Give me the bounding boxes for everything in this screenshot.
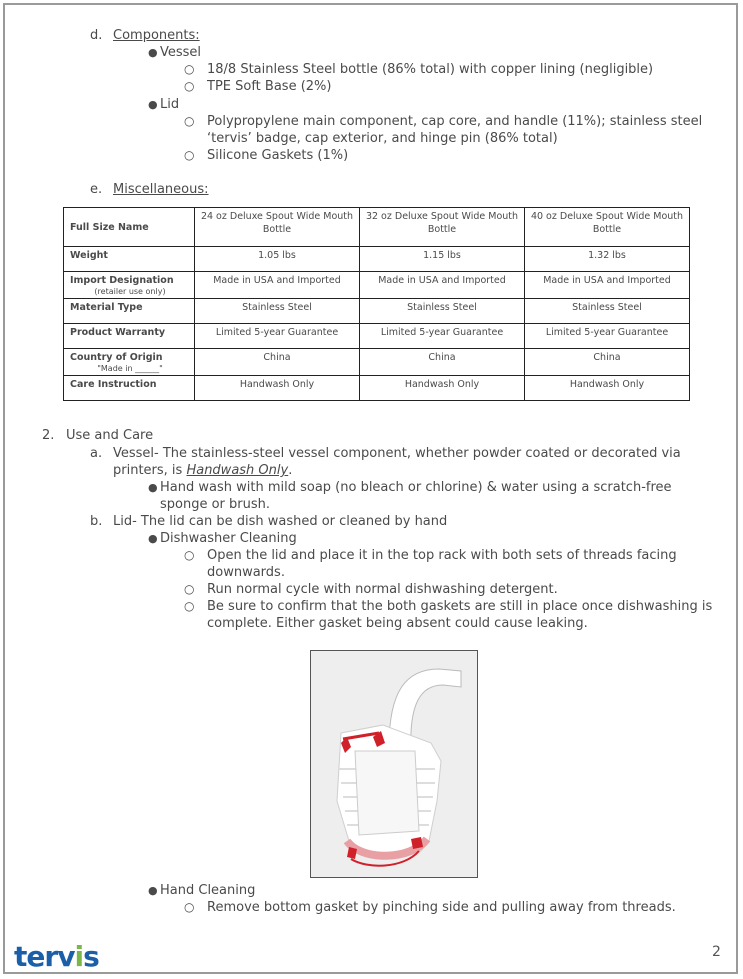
vessel-care-prefix: printers, is (113, 463, 187, 478)
bullet-icon: ● (148, 46, 158, 59)
table-header-row (64, 208, 690, 247)
table-row (64, 376, 690, 401)
table-cell: 1.32 lbs (525, 247, 690, 272)
dishwasher-item-1-line-2: downwards. (207, 565, 285, 580)
table-cell: 1.05 lbs (195, 247, 360, 272)
vessel-care-line-1: Vessel- The stainless-steel vessel component, whether powder coated or decorated via (113, 446, 681, 461)
table-header-label: Full Size Name (64, 208, 195, 247)
lid-label: Lid (160, 97, 180, 112)
logo-letter: t (14, 940, 27, 973)
hand-wash-line-2: sponge or brush. (160, 497, 271, 512)
lid-cross-section-image (310, 650, 478, 878)
table-cell: Handwash Only (195, 376, 360, 401)
table-row (64, 299, 690, 324)
table-cell: 1.15 lbs (360, 247, 525, 272)
table-cell: China (360, 349, 525, 376)
circle-bullet-icon: ○ (184, 582, 195, 596)
bullet-icon: ● (148, 98, 158, 111)
lid-cutaway-drawing (311, 651, 477, 877)
vessel-care-marker: a. (90, 446, 103, 461)
misc-marker: e. (90, 182, 103, 197)
logo-letter: i (74, 940, 84, 973)
table-cell: China (195, 349, 360, 376)
row-label-text: Country of Origin (70, 352, 163, 363)
table-cell: Stainless Steel (195, 299, 360, 324)
row-label-note: (retailer use only) (94, 287, 166, 296)
vessel-item-1: 18/8 Stainless Steel bottle (86% total) with copper lining (negligible) (207, 62, 654, 77)
row-label (64, 349, 195, 376)
dishwasher-item-2: Run normal cycle with normal dishwashing detergent. (207, 582, 558, 597)
product-spec-table (63, 207, 690, 401)
table-cell: Stainless Steel (525, 299, 690, 324)
table-row (64, 272, 690, 299)
circle-bullet-icon: ○ (184, 900, 195, 914)
table-cell: China (525, 349, 690, 376)
use-care-heading: Use and Care (66, 428, 154, 443)
table-column-header: 24 oz Deluxe Spout Wide Mouth Bottle (195, 208, 360, 247)
circle-bullet-icon: ○ (184, 148, 195, 162)
table-column-header: 32 oz Deluxe Spout Wide Mouth Bottle (360, 208, 525, 247)
handwash-only-emphasis: Handwash Only (186, 463, 289, 478)
table-cell: Made in USA and Imported (360, 272, 525, 299)
row-label-text: Material Type (70, 302, 143, 313)
lid-care-marker: b. (90, 514, 103, 529)
bullet-icon: ● (148, 532, 158, 545)
circle-bullet-icon: ○ (184, 548, 195, 562)
use-care-marker: 2. (42, 428, 55, 443)
vessel-care-line-2 (113, 462, 292, 479)
table-cell: Made in USA and Imported (525, 272, 690, 299)
circle-bullet-icon: ○ (184, 79, 195, 93)
row-label-text: Weight (70, 250, 108, 261)
bullet-icon: ● (148, 481, 158, 494)
components-heading: Components: (113, 28, 200, 43)
logo-letter: s (83, 940, 99, 973)
logo-letter: e (26, 940, 45, 973)
dishwasher-label: Dishwasher Cleaning (160, 531, 297, 546)
circle-bullet-icon: ○ (184, 599, 195, 613)
circle-bullet-icon: ○ (184, 62, 195, 76)
lid-item-1-line-1: Polypropylene main component, cap core, and handle (11%); stainless steel (207, 114, 703, 129)
logo-letter: v (57, 940, 75, 973)
lid-item-2: Silicone Gaskets (1%) (207, 148, 349, 163)
hand-cleaning-label: Hand Cleaning (160, 883, 256, 898)
vessel-care-suffix: . (288, 463, 293, 478)
vessel-item-2: TPE Soft Base (2%) (207, 79, 332, 94)
lid-care-line-1: Lid- The lid can be dish washed or cleaned by hand (113, 514, 448, 529)
table-cell: Stainless Steel (360, 299, 525, 324)
table-row (64, 247, 690, 272)
table-cell: Handwash Only (525, 376, 690, 401)
dishwasher-item-3-line-1: Be sure to confirm that the both gaskets are still in place once dishwashing is (207, 599, 713, 614)
row-label (64, 324, 195, 349)
row-label-text: Care Instruction (70, 379, 157, 390)
row-label-note: "Made in ______" (97, 364, 163, 373)
row-label (64, 376, 195, 401)
table-cell: Limited 5-year Guarantee (360, 324, 525, 349)
components-marker: d. (90, 28, 103, 43)
dishwasher-item-3-line-2: complete. Either gasket being absent could cause leaking. (207, 616, 588, 631)
table-cell: Handwash Only (360, 376, 525, 401)
hand-cleaning-item-1: Remove bottom gasket by pinching side and pulling away from threads. (207, 900, 676, 915)
dishwasher-item-1-line-1: Open the lid and place it in the top rack with both sets of threads facing (207, 548, 677, 563)
table-row (64, 349, 690, 376)
circle-bullet-icon: ○ (184, 114, 195, 128)
logo-letter: r (44, 940, 58, 973)
row-label (64, 299, 195, 324)
lid-item-1-line-2: ‘tervis’ badge, cap exterior, and hinge pin (86% total) (207, 131, 558, 146)
table-column-header: 40 oz Deluxe Spout Wide Mouth Bottle (525, 208, 690, 247)
vessel-label: Vessel (160, 45, 202, 60)
table-cell: Made in USA and Imported (195, 272, 360, 299)
row-label-text: Import Designation (70, 275, 174, 286)
row-label-text: Product Warranty (70, 327, 166, 338)
table-cell: Limited 5-year Guarantee (195, 324, 360, 349)
hand-wash-line-1: Hand wash with mild soap (no bleach or chlorine) & water using a scratch-free (160, 480, 672, 495)
table-row (64, 324, 690, 349)
misc-heading: Miscellaneous: (113, 182, 209, 197)
table-cell: Limited 5-year Guarantee (525, 324, 690, 349)
tervis-logo (14, 942, 99, 972)
bullet-icon: ● (148, 884, 158, 897)
row-label (64, 247, 195, 272)
row-label (64, 272, 195, 299)
page-number: 2 (712, 944, 721, 960)
